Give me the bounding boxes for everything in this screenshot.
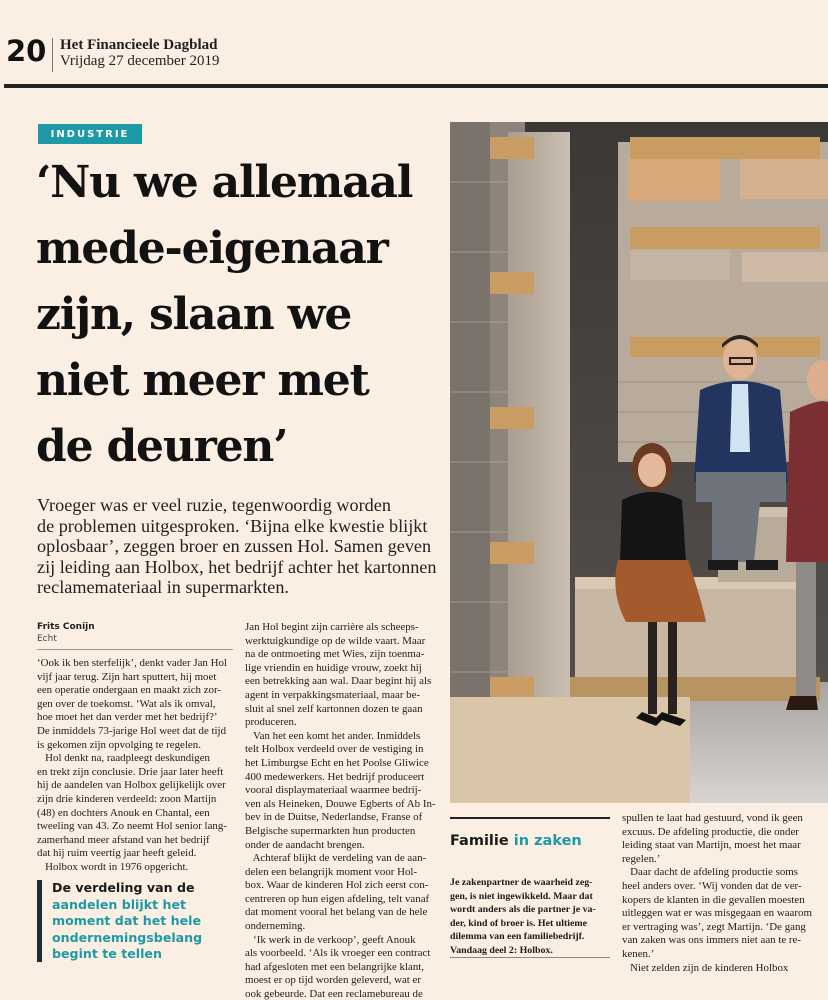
body-text-line: Jan Hol begint zijn carrière als scheeps- [245, 621, 419, 633]
body-text-line: bev in de Duitse, Nederlandse, Franse of [245, 811, 423, 824]
body-text-line: produceren. [245, 716, 297, 729]
intro-line: zij leiding aan Holbox, het bedrijf achter het kartonnen [37, 556, 437, 577]
body-text-line: ook gebeurde. Dat een reclamebureau de [245, 988, 423, 1000]
body-text-line: als voorbeeld. ‘Als ik vroeger een contract [245, 947, 431, 960]
intro-line: de problemen uitgesproken. ‘Bijna elke kwestie blijkt [37, 515, 428, 536]
body-text-line: zijn drie kinderen verdeeld: zoon Martijn [37, 792, 217, 805]
headline-line: de deuren’ [36, 421, 288, 472]
body-text-line: excuus. De afdeling productie, die onder [622, 825, 799, 838]
body-text-line: gen over de toekomst. ‘Wat als ik omval, [37, 697, 216, 710]
body-text-line: werktuigkundige op de wilde vaart. Maar [245, 634, 426, 647]
body-text-line: een operatie ondergaan en maakt zich zor- [37, 684, 222, 697]
newspaper-name: Het Financieele Dagblad [60, 37, 218, 53]
pull-quote-line: ondernemingsbelang [52, 929, 203, 945]
series-line: Je zakenpartner de waarheid zeg- [450, 877, 593, 888]
series-title-part2: in zaken [513, 833, 582, 849]
body-text-line: hij de aandelen van Holbox gelijkelijk over [37, 779, 226, 792]
intro-line: reclamemateriaal in supermarkten. [37, 577, 289, 597]
body-text-line: Belgische supermarkten hun producten [245, 824, 416, 837]
body-text-line: Achteraf blijkt de verdeling van de aan- [245, 852, 427, 865]
body-text-line: heel anders over. ‘Wij vonden dat de ver- [622, 879, 802, 892]
body-text-line: uitleggen wat er was misgegaan en waarom [622, 907, 812, 920]
body-text-line: ‘Ik werk in de verkoop’, geeft Anouk [245, 933, 416, 946]
series-line: dilemma van een familiebedrijf. [450, 931, 585, 942]
body-text-line: Van het een komt het ander. Inmiddels [245, 729, 421, 742]
series-line: der, kind of broer is. Het ultieme [450, 917, 587, 929]
intro-line: Vroeger was er veel ruzie, tegenwoordig worden [37, 495, 391, 515]
series-title-part1: Familie [450, 833, 509, 849]
body-text-line: onder de aandacht brengen. [245, 838, 365, 851]
body-text-line: regelen.’ [622, 852, 661, 865]
pull-quote-bar [37, 880, 42, 962]
body-text-line: agent in verpakkingsmateriaal, maar be- [245, 688, 421, 701]
body-text-line: een betrekking aan wal. Daar begint hij als [245, 675, 432, 688]
photo-illustration [450, 122, 828, 803]
body-text-line: Niet zelden zijn de kinderen Holbox [622, 961, 789, 974]
series-line: Vandaag deel 2: Holbox. [450, 944, 553, 956]
body-text-line: en trekt zijn conclusie. Drie jaar later heeft [37, 765, 224, 778]
pull-quote [52, 880, 237, 963]
body-text-line: spullen te laat had gestuurd, vond ik geen [622, 812, 803, 824]
body-text-line: Holbox wordt in 1976 opgericht. [37, 860, 189, 873]
body-text-line: is gekomen zijn opvolging te regelen. [37, 738, 201, 751]
article-photo [450, 122, 828, 803]
byline-rule [37, 649, 233, 650]
body-text-line: kenen.’ [622, 947, 655, 960]
body-text-line: centreren op hun eigen afdeling, telt vanaf [245, 892, 430, 905]
body-text-line: had afgesloten met een belangrijke klant, [245, 960, 425, 973]
body-text-line: zamerhand meer afstand van het bedrijf [37, 833, 210, 846]
body-text-line: delen een belangrijk moment voor Hol- [245, 865, 418, 878]
series-box-rule [450, 817, 610, 819]
body-text-line: leiding staat van Martijn, moest het maar [622, 839, 801, 852]
author-byline: Frits Conijn [37, 622, 95, 632]
body-text-line: hoe moet het dan verder met het bedrijf?’ [37, 711, 218, 724]
series-box-bottom-rule [450, 957, 610, 958]
article-intro [37, 495, 442, 598]
body-column-3 [622, 812, 818, 975]
pull-quote-line: begint te tellen [52, 946, 162, 961]
body-text-line: het Limburgse Echt en het Poolse Gliwice [245, 756, 429, 769]
headline-line: zijn, slaan we [36, 289, 352, 340]
author-location: Echt [37, 634, 57, 644]
header-rule [4, 84, 828, 88]
pull-quote-line: De verdeling van de [52, 880, 195, 895]
body-text-line: dat hij ruim veertig jaar heeft geleid. [37, 847, 197, 860]
series-title [450, 833, 582, 849]
body-text-line: ven als Heineken, Douwe Egberts of Ab In- [245, 797, 436, 810]
page-header [0, 0, 828, 82]
headline-line: niet meer met [36, 355, 369, 406]
body-text-line: telt Holbox verdeeld over de vestiging in [245, 743, 424, 756]
body-text-line: (48) en dochters Anouk en Chantal, een [37, 806, 210, 819]
body-text-line: De inmiddels 73-jarige Hol weet dat de tijd [37, 724, 227, 737]
body-text-line: box. Waar de kinderen Hol zich eerst con- [245, 879, 429, 892]
intro-line: oplosbaar’, zeggen broer en zussen Hol. Samen geven [37, 536, 432, 556]
body-text-line: ‘Ook ik ben sterfelijk’, denkt vader Jan Hol [37, 657, 227, 669]
headline-line: ‘Nu we allemaal [36, 157, 413, 208]
series-description [450, 876, 614, 957]
headline [36, 150, 446, 480]
body-text-line: sluit al snel zelf kartonnen dozen te gaan [245, 702, 423, 715]
page-number: 20 [6, 34, 47, 68]
pull-quote-line: aandelen blijkt het [52, 896, 186, 912]
body-text-line: Hol denkt na, raadpleegt deskundigen [37, 752, 210, 765]
body-text-line: onderneming. [245, 920, 306, 933]
series-line: wordt anders als die partner je va- [450, 904, 596, 915]
body-text-line: lige vriendin en huidige vrouw, zoekt hij [245, 661, 422, 674]
issue-date: Vrijdag 27 december 2019 [60, 53, 220, 69]
body-text-line: dat moment vooral het belang van de hele [245, 906, 428, 919]
series-line: gen, is niet ingewikkeld. Maar dat [450, 890, 593, 902]
body-text-line: Daar dacht de afdeling productie soms [622, 866, 799, 879]
body-text-line: vijf jaar terug. Zijn hart sputtert, hij moet [37, 670, 217, 683]
body-column-2 [245, 621, 441, 1000]
pull-quote-line: moment dat het hele [52, 913, 202, 928]
body-text-line: na de ontmoeting met Wies, zijn toenma- [245, 648, 425, 661]
body-text-line: er vertraging was’, zegt Martijn. ‘De gang [622, 920, 806, 933]
body-column-1 [37, 657, 233, 875]
section-tag: INDUSTRIE [38, 124, 142, 144]
body-text-line: vooral displaymateriaal waarmee bedrij- [245, 784, 422, 797]
body-text-line: moest er op tijd worden geleverd, wat er [245, 974, 422, 987]
body-text-line: tweeling van 43. Zo neemt Hol senior lang- [37, 820, 227, 833]
body-text-line: van zaken was ons immers niet aan te re- [622, 934, 802, 947]
header-divider [52, 38, 53, 72]
body-text-line: 400 medewerkers. Het bedrijf produceert [245, 770, 425, 783]
headline-line: mede-eigenaar [36, 223, 388, 274]
body-text-line: kopers de klanten in die gevallen moesten [622, 893, 805, 906]
